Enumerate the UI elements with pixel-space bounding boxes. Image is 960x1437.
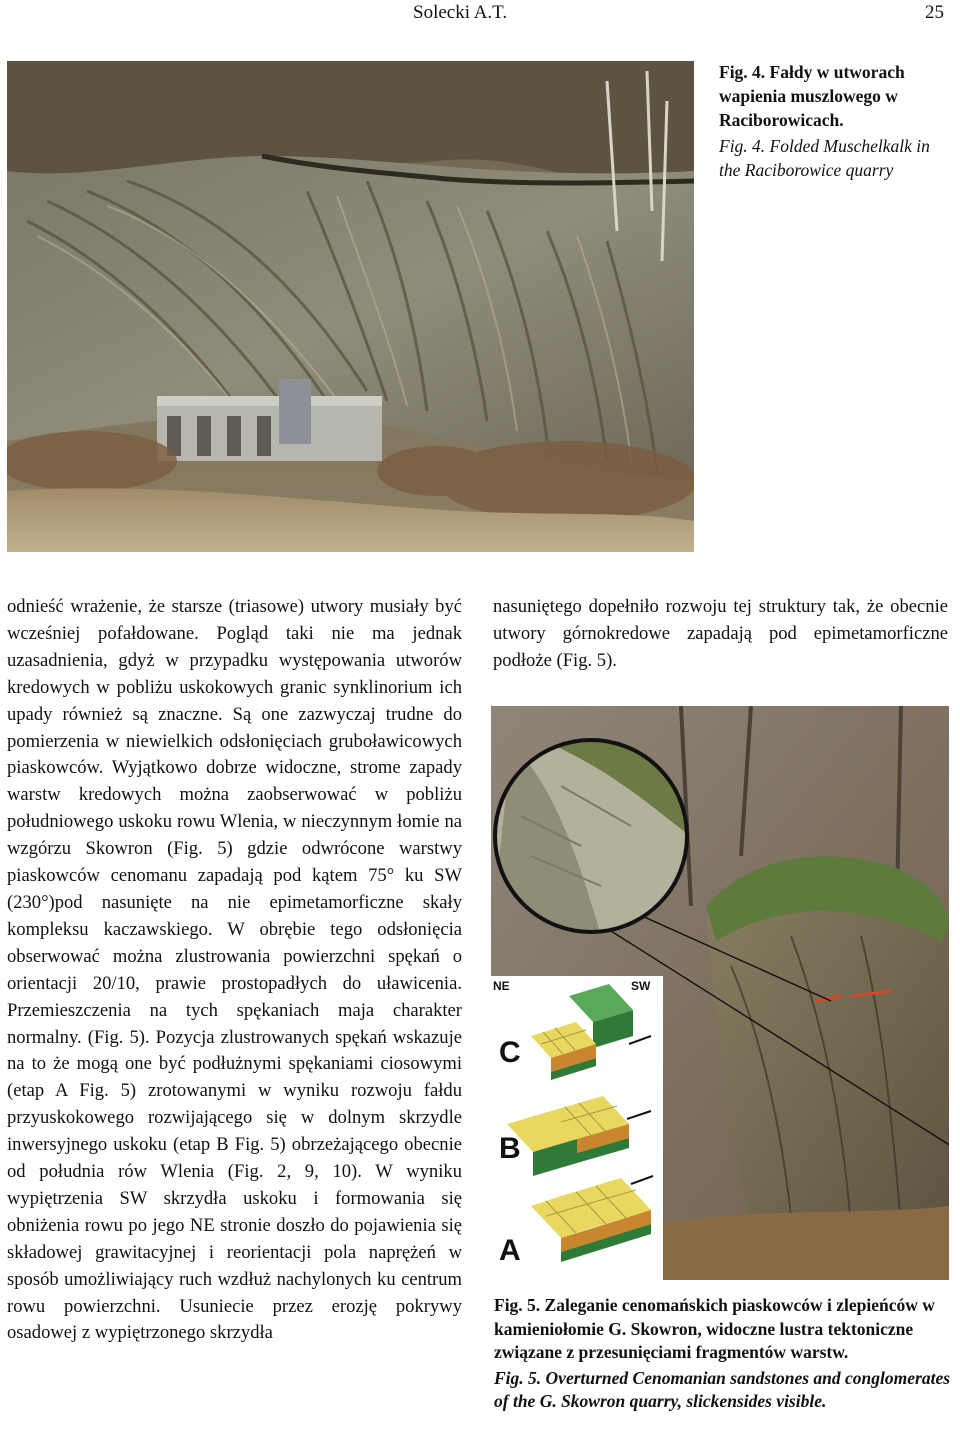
label-stage-b: B [499, 1132, 521, 1165]
body-paragraph: nasuniętego dopełniło rozwoju tej struktury tak, że obecnie utwory górnokredowe zapadają pod epimetamorficzne podłoże (Fig. 5). [493, 596, 948, 671]
body-paragraph: odnieść wrażenie, że starsze (triasowe) utwory musiały być wcześniej pofałdowane. Pogląd taki nie ma jednak uzasadnienia, gdyż w przypadku występowania utworów kredowych w pobliżu uskokowych granic synklinorium ich upady również są znaczne. Są one zazwyczaj trudne do pomierzenia w niewielkich odsłonięciach gruboławicowych piaskowców. Wyjątkowo dobrze widoczne, strome zapady warstw kredowych można zaobserwować w pobliżu południowego uskoku rowu Wlenia, w nieczynnym łomie na wzgórzu Skowron (Fig. 5) gdzie odwrócone warstwy piaskowców cenomanu zapadają pod kątem 75° ku SW (230°)pod nasunięte na nie epimetamorficzne skały kompleksu kaczawskiego. W obrębie tego odsłonięcia obserwować można zlustrowania powierzchni spękań o orientacji 20/10, prawie prostopadłych do uławicenia. Przemieszczenia na tych spękaniach maja charakter normalny. (Fig. 5). Pozycja zlustrowanych spękań wskazuje na to że mogą one być podłużnymi spękaniami ciosowymi (etap A Fig. 5) zrotowanymi w wyniku rozwoju fałdu przyuskokowego rozwijającego się w dolnym skrzydle inwersyjnego uskoku (etap B Fig. 5) obrzeżającego obecnie od południa rów Wlenia (Fig. 2, 9, 10). W wyniku wypiętrzenia SW skrzydła uskoku i formowania się obniżenia rowu po jego NE stronie doszło do pojawienia się składowej grawitacyjnej i reorientacji pola naprężeń w sposób umożliwiający ruch wzdłuż nachylonych ku centrum rowu powierzchni. Usuniecie przez erozję pokrywy osadowej z wypiętrzonego skrzydła [7, 596, 462, 1344]
figure-5-caption-pl: Fig. 5. Zaleganie cenomańskich piaskowców i zlepieńców w kamieniołomie G. Skowron, widoczne lustra tektoniczne związane z przesunięciami fragmentów warstw. [494, 1295, 935, 1362]
label-stage-c: C [499, 1036, 521, 1069]
page-number: 25 [925, 2, 944, 23]
figure-4-photo [7, 61, 694, 552]
figure-4-caption [719, 60, 955, 182]
figure-5-caption-en: Fig. 5. Overturned Cenomanian sandstones and conglomerates of the G. Skowron quarry, slickensides visible. [494, 1367, 951, 1411]
figure-5-composite [491, 706, 949, 1280]
running-head-author: Solecki A.T. [413, 2, 508, 23]
figure-5-caption [494, 1294, 956, 1414]
body-text-right-column [493, 594, 948, 675]
figure-4-caption-pl: Fig. 4. Fałdy w utworach wapienia muszlowego w Raciborowicach. [719, 62, 905, 130]
figure-4-caption-en: Fig. 4. Folded Muschelkalk in the Raciborowice quarry [719, 136, 930, 180]
body-text-left-column [7, 594, 462, 1347]
label-ne: NE [493, 979, 510, 993]
label-stage-a: A [499, 1234, 521, 1267]
label-sw: SW [631, 979, 651, 993]
